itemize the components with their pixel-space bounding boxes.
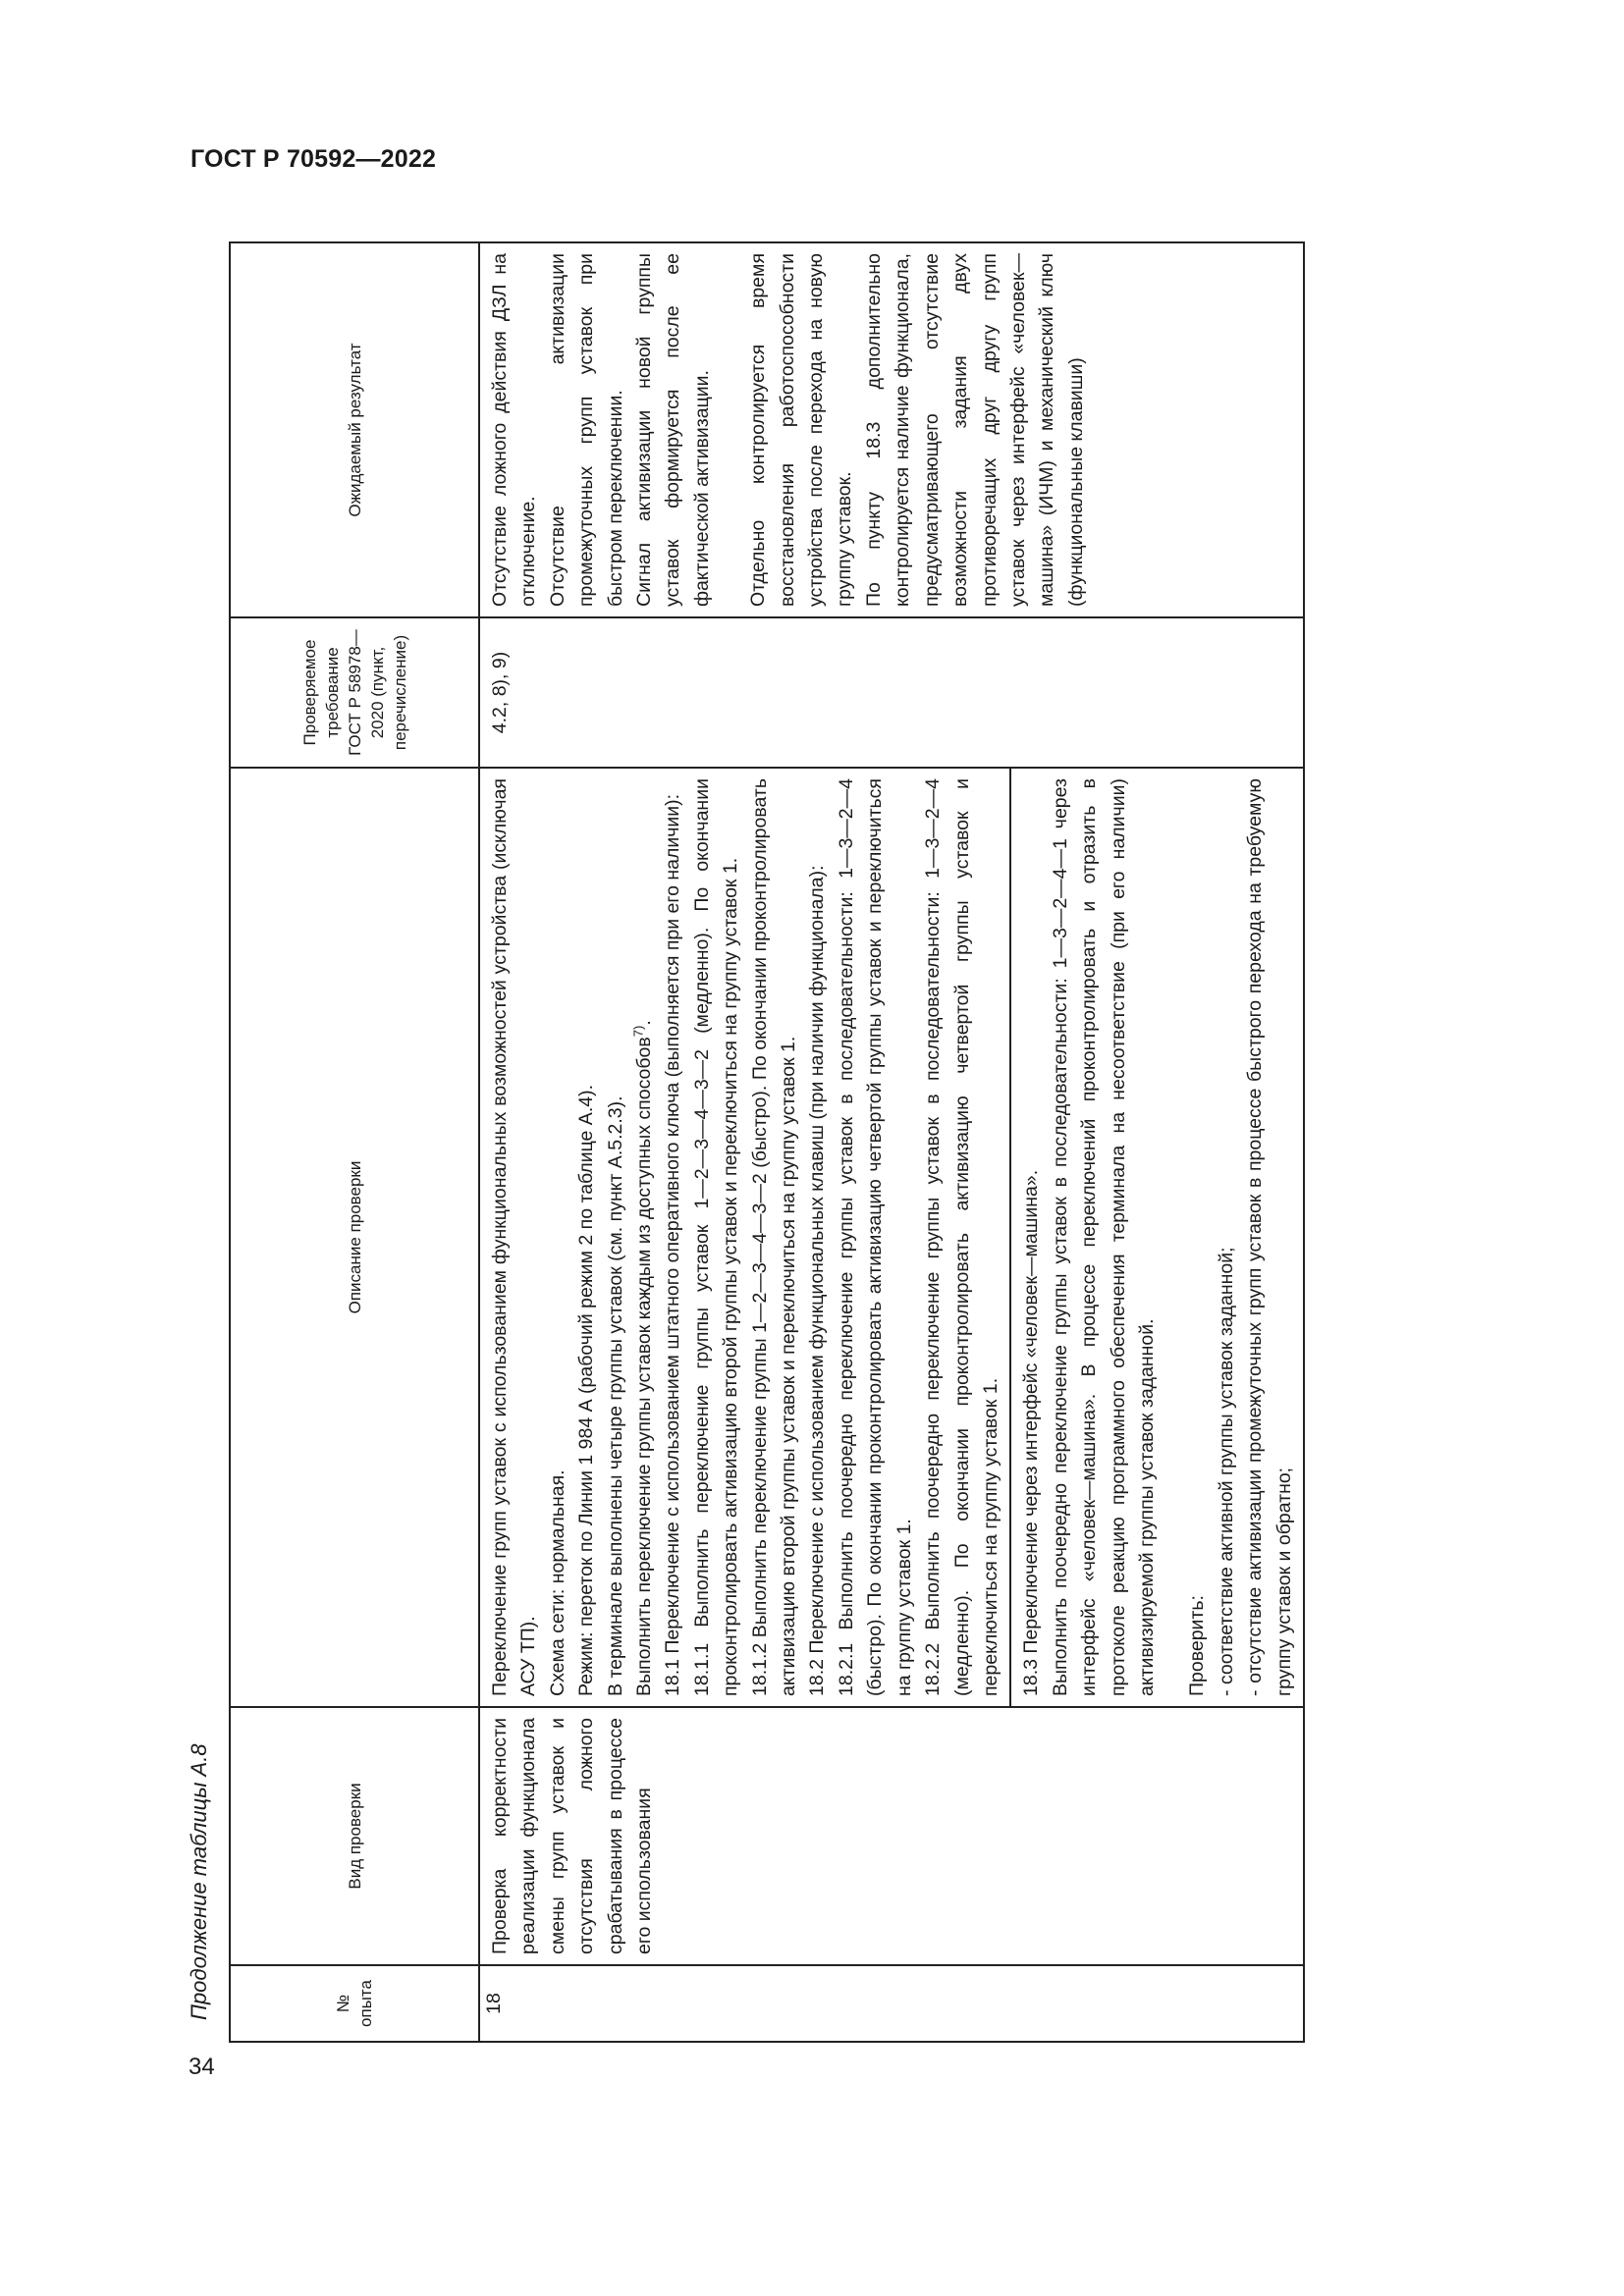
desc-line: 18.3 Переключение через интерфейс «человек—машина».	[1020, 1169, 1043, 1696]
document-header: ГОСТ Р 70592—2022	[190, 145, 437, 173]
header-description: Описание проверки	[230, 768, 479, 1707]
desc-line: 18.2.1 Выполнить поочередно переключение группы уставок в последовательности: 1—3—2—4 (быстро). По окончании проконтролировать активизацию четвертой группы уставок и переключиться на группу уставок 1.	[835, 778, 915, 1696]
desc-line: - соответствие активной группы уставок заданной;	[1215, 1247, 1237, 1696]
desc-line: Переключение групп уставок с использованием функциональных возможностей устройства (исключая АСУ ТП).	[489, 778, 540, 1696]
desc-line: Выполнить переключение группы уставок каждым из доступных способов	[633, 1037, 656, 1696]
desc-line: 18.1.2 Выполнить переключение группы 1—2—3—4—3—2 (быстро). По окончании проконтролировать активизацию второй группы уставок и переключиться на группу уставок 1.	[748, 778, 800, 1696]
result-line: По пункту 18.3 дополнительно контролируется наличие функционала, предусматривающего отсутствие возможности задания двух противоречащих друг другу групп уставок через интерфейс «человек—машина» (ИЧМ) и механический ключ (функциональные клавиши)	[862, 253, 1087, 607]
result-line: Отсутствие активизации промежуточных групп уставок при быстром переключении.	[546, 253, 626, 607]
header-number: № опыта	[230, 1965, 479, 2042]
page-number: 34	[189, 2054, 215, 2080]
description-cell-2	[1010, 768, 1304, 1707]
requirement: 4.2, 8), 9)	[489, 651, 511, 734]
table-continuation-caption: Продолжение таблицы А.8	[187, 1743, 211, 2020]
desc-line: - отсутствие активизации промежуточных групп уставок в процессе быстрого перехода на требуемую группу уставок и обратно;	[1244, 778, 1295, 1696]
desc-line: 18.1 Переключение с использованием штатного оперативного ключа (выполняется при его наличии):	[662, 793, 684, 1696]
desc-line: Проверить:	[1186, 1595, 1209, 1696]
desc-line: Схема сети: нормальная.	[546, 1469, 568, 1696]
requirement-cell	[479, 617, 1304, 768]
table-row	[479, 242, 1010, 2042]
desc-line: Выполнить поочередно переключение группы уставок в последовательности: 1—3—2—4—1 через интерфейс «человек—машина». В процессе переключений проконтролировать и отразить в протоколе реакцию программного обеспечения терминала на несоответствие (при его наличии) активизируемой группы уставок заданной.	[1049, 778, 1158, 1696]
table-header-row	[230, 242, 479, 2042]
footnote-mark: 7)	[630, 1025, 646, 1038]
result-cell	[479, 242, 1304, 617]
desc-line: 18.2 Переключение с использованием функциональных клавиш (при наличии функционала):	[806, 865, 829, 1696]
header-result: Ожидаемый результат	[230, 242, 479, 617]
desc-line: Режим: переток по Линии 1 984 А (рабочий режим 2 по таблице А.4).	[575, 1085, 598, 1696]
result-line: Отдельно контролируется время восстановления работоспособности устройства после перехода на новую группу уставок.	[747, 253, 856, 607]
result-line: Сигнал активизации новой группы уставок формируется после ее фактической активизации.	[633, 253, 713, 607]
check-type-cell	[479, 1707, 1304, 1965]
header-type: Вид проверки	[230, 1707, 479, 1965]
check-type: Проверка корректности реализации функционала смены групп уставок и отсутствия ложного срабатывания в процессе его использования	[489, 1718, 656, 1954]
row-number: 18	[479, 1965, 1304, 2042]
desc-line: В терминале выполнены четыре группы уставок (см. пункт А.5.2.3).	[604, 1095, 626, 1696]
desc-line: 18.2.2 Выполнить поочередно переключение группы уставок в последовательности: 1—3—2—4 (медленно). По окончании проконтролировать активизацию четвертой группы уставок и переключиться на группу уставок 1.	[922, 778, 1001, 1696]
description-cell-1: Переключение групп уставок с использованием функциональных возможностей устройства (исключая АСУ ТП). Схема сети: нормальная. Режим: переток по Линии 1 984 А (рабочий режим 2 по таблице А.4). В терминале выполнены четыре группы уставок (см. пункт А.5.2.3). Выполнить переключение группы уставок каждым из доступных способов$^{7)}$. 18.1 Переключение с использованием штатного оперативного ключа (выполняется при его наличии): 18.1.1 Выполнить переключение группы уставок 1—2—3—4—3—2 (медленно). По окончании проконтролировать активизацию второй группы уставок и переключиться на группу уставок 1. 18.1.2 Выполнить переключение группы 1—2—3—4—3—2 (быстро). По окончании проконтролировать активизацию второй группы уставок и переключиться на группу уставок 1. 18.2 Переключение с использованием функциональных клавиш (при наличии функционала): 18.2.1 Выполнить поочередно переключение группы уставок в последовательности: 1—3—2—4 (быстро). По окончании проконтролировать активизацию четвертой группы уставок и переключиться на группу уставок 1. 18.2.2 Выполнить поочередно переключение группы уставок в последовательности: 1—3—2—4 (медленно). По окончании проконтролировать активизацию четвертой группы уставок и переключиться на группу уставок 1.	[479, 768, 1010, 1707]
result-line: Отсутствие ложного действия ДЗЛ на отключение.	[489, 253, 540, 607]
table-a8	[229, 241, 1305, 2043]
desc-line: 18.1.1 Выполнить переключение группы уставок 1—2—3—4—3—2 (медленно). По окончании проконтролировать активизацию второй группы уставок и переключиться на группу уставок 1.	[690, 778, 742, 1696]
header-requirement: Проверяемое требование ГОСТ Р 58978—2020 (пункт, перечисление)	[230, 617, 479, 768]
